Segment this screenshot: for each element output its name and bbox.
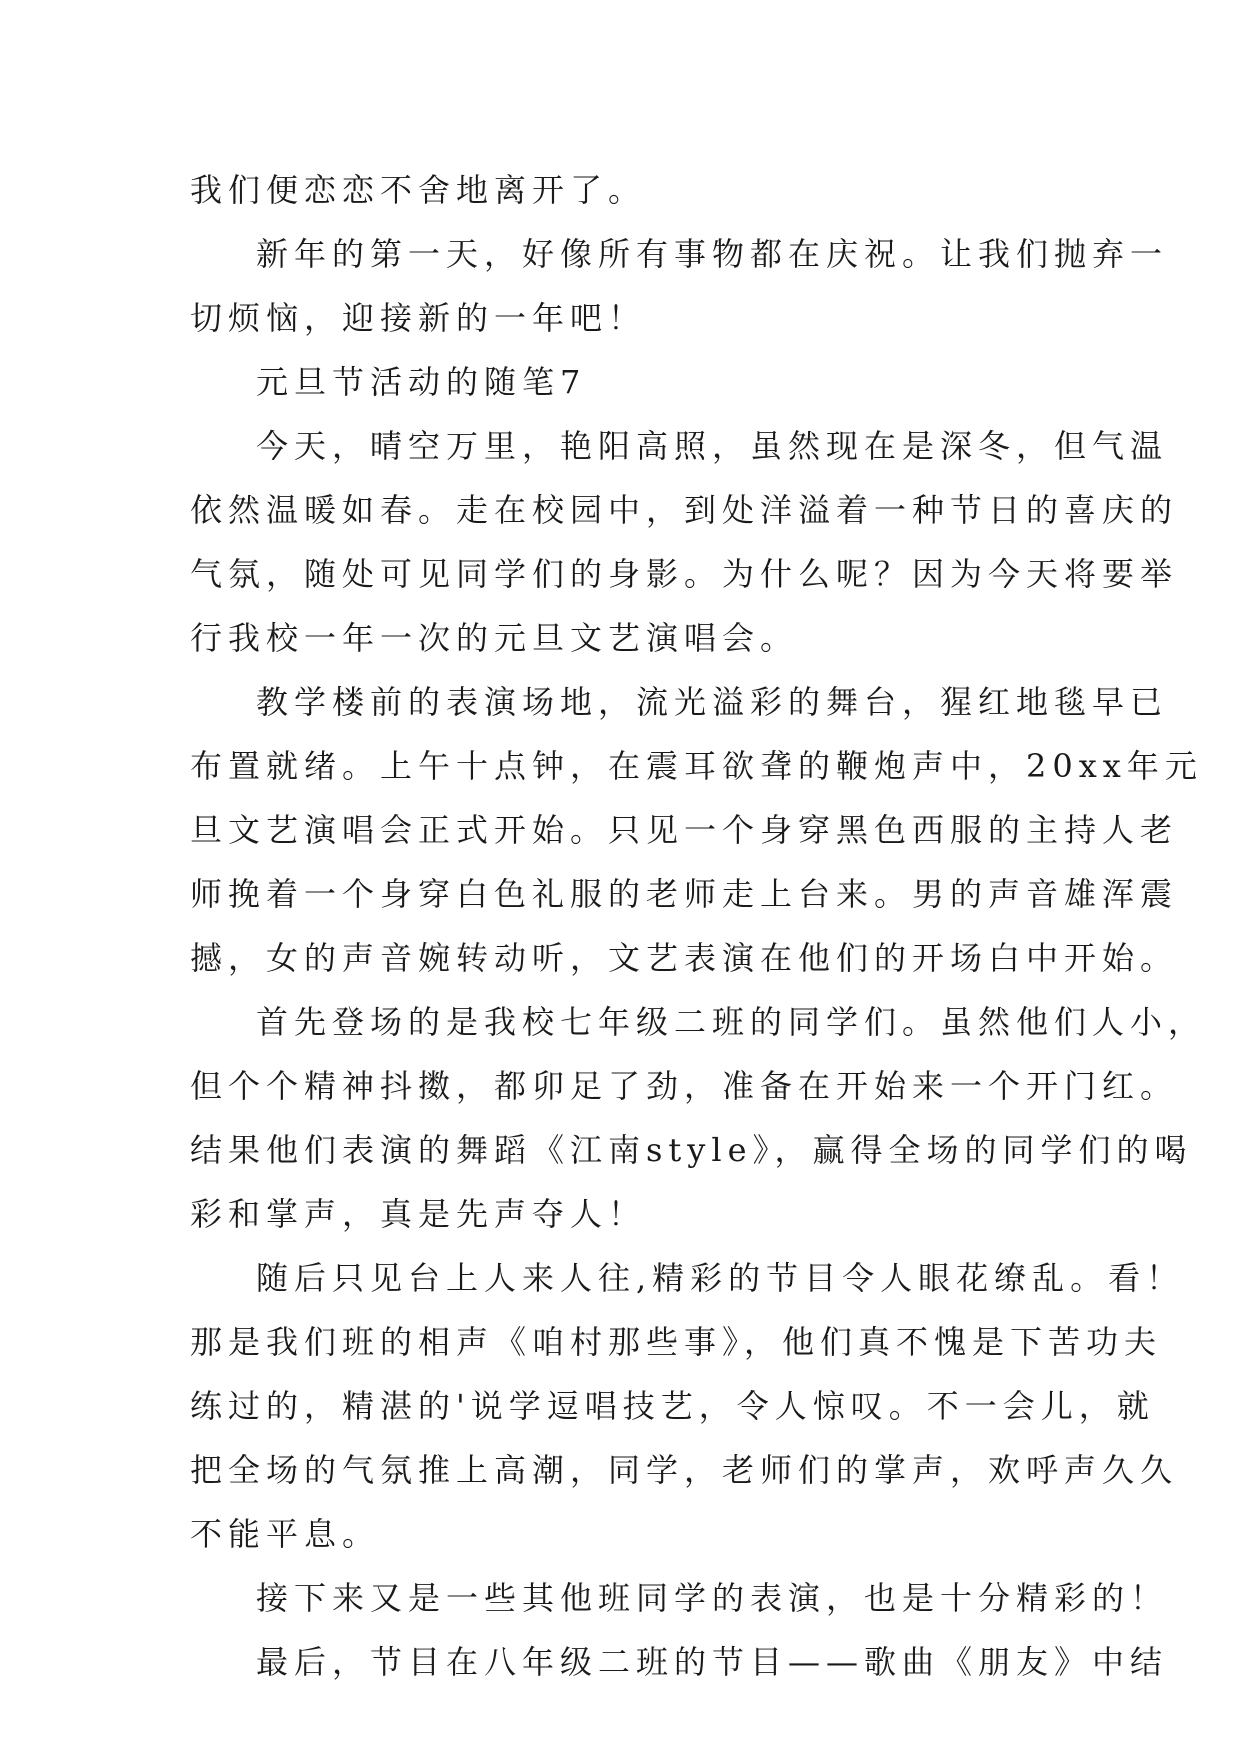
text-line: 最后，节目在八年级二班的节目——歌曲《朋友》中结 bbox=[256, 1643, 1169, 1681]
text-line: 新年的第一天，好像所有事物都在庆祝。让我们抛弃一 bbox=[256, 235, 1169, 273]
text-line: 不能平息。 bbox=[190, 1515, 381, 1553]
text-line: 旦文艺演唱会正式开始。只见一个身穿黑色西服的主持人老 bbox=[190, 811, 1179, 849]
text-line: 练过的，精湛的'说学逗唱技艺，令人惊叹。不一会儿，就 bbox=[190, 1387, 1155, 1425]
text-line: 首先登场的是我校七年级二班的同学们。虽然他们人小， bbox=[256, 1003, 1207, 1041]
text-line: 教学楼前的表演场地，流光溢彩的舞台，猩红地毯早已 bbox=[256, 683, 1169, 721]
document-body bbox=[190, 158, 1207, 1694]
text-line: 切烦恼，迎接新的一年吧！ bbox=[190, 299, 647, 337]
text-line: 今天，晴空万里，艳阳高照，虽然现在是深冬，但气温 bbox=[256, 427, 1169, 465]
section-heading: 元旦节活动的随笔7 bbox=[256, 363, 587, 401]
text-line: 行我校一年一次的元旦文艺演唱会。 bbox=[190, 619, 799, 657]
text-line: 布置就绪。上午十点钟，在震耳欲聋的鞭炮声中，20xx年元 bbox=[190, 747, 1203, 785]
text-line: 撼，女的声音婉转动听，文艺表演在他们的开场白中开始。 bbox=[190, 939, 1179, 977]
text-line: 那是我们班的相声《咱村那些事》，他们真不愧是下苦功夫 bbox=[190, 1323, 1163, 1361]
text-line: 但个个精神抖擞，都卯足了劲，准备在开始来一个开门红。 bbox=[190, 1067, 1179, 1105]
text-line: 接下来又是一些其他班同学的表演，也是十分精彩的！ bbox=[256, 1579, 1169, 1617]
text-line: 依然温暖如春。走在校园中，到处洋溢着一种节日的喜庆的 bbox=[190, 491, 1179, 529]
text-line: 把全场的气氛推上高潮，同学，老师们的掌声，欢呼声久久 bbox=[190, 1451, 1179, 1489]
text-line: 师挽着一个身穿白色礼服的老师走上台来。男的声音雄浑震 bbox=[190, 875, 1179, 913]
text-line: 结果他们表演的舞蹈《江南style》，赢得全场的同学们的喝 bbox=[190, 1131, 1193, 1169]
text-line: 气氛，随处可见同学们的身影。为什么呢？因为今天将要举 bbox=[190, 555, 1179, 593]
text-line: 彩和掌声，真是先声夺人！ bbox=[190, 1195, 647, 1233]
text-line: 我们便恋恋不舍地离开了。 bbox=[190, 171, 647, 209]
text-line: 随后只见台上人来人往,精彩的节目令人眼花缭乱。看！ bbox=[256, 1259, 1185, 1297]
